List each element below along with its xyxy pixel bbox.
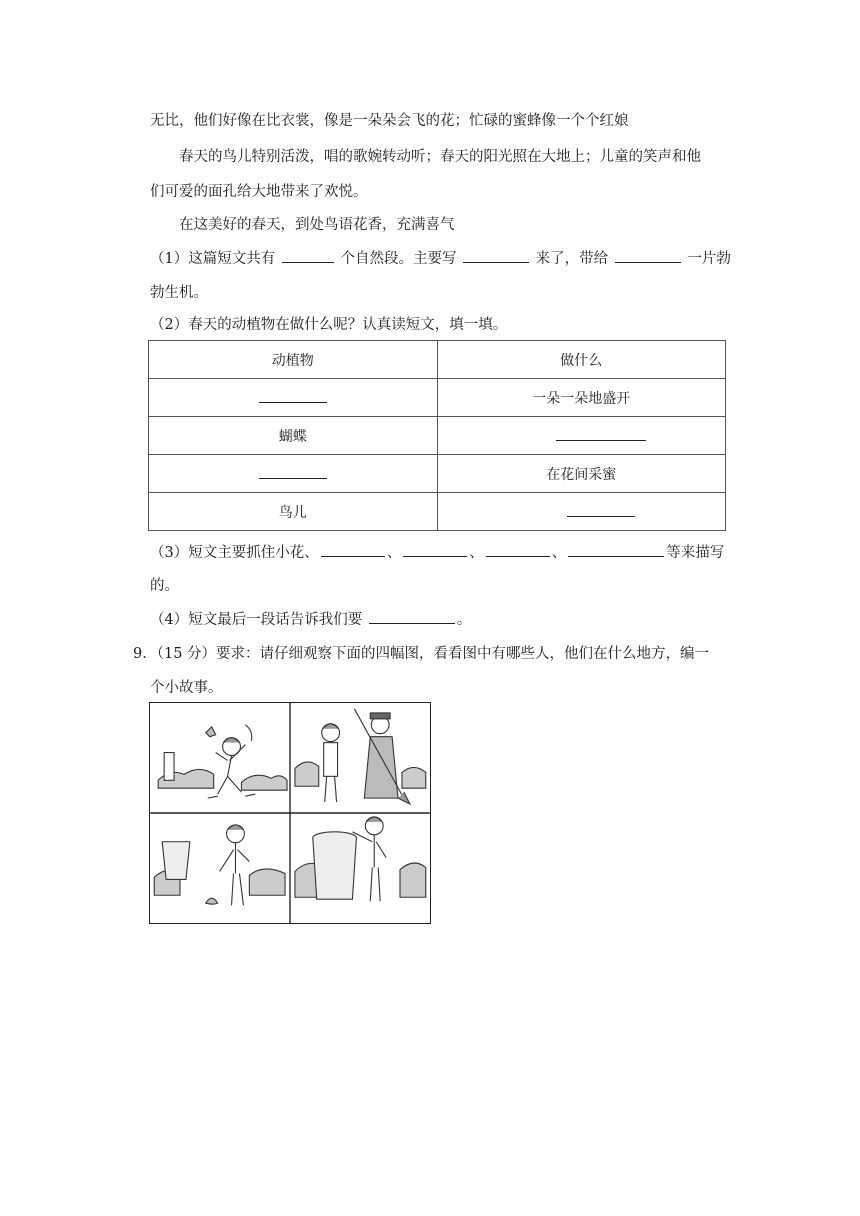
q4-text-end: 。 [456,612,472,628]
table-cell-text: 一朵一朵地盛开 [437,379,726,417]
question-4 [150,609,471,630]
table-cell-blank[interactable] [437,417,726,455]
table-cell-blank[interactable] [149,379,438,417]
q3-blank-3[interactable] [486,542,550,557]
question-3 [150,542,724,563]
q3-text-end: 等来描写 [666,545,725,561]
q1-text-c: 来了，带给 [535,251,609,267]
header-cell-action: 做什么 [437,341,726,379]
q3-separator: 、 [386,545,402,561]
table-row [149,379,726,417]
panel-1-boy-throwing-peel [158,725,287,798]
question-9-line-1: 9．（15 分）要求：请仔细观察下面的四幅图，看看图中有哪些人，他们在什么地方，编一 [133,646,710,662]
q1-blank-recipient[interactable] [615,248,681,263]
q3-blank-2[interactable] [403,542,467,557]
header-cell-organism: 动植物 [149,341,438,379]
table-cell-text: 在花间采蜜 [437,455,726,493]
q3-separator: 、 [469,545,484,561]
table-row [149,417,726,455]
q3-line-2: 的。 [150,578,179,594]
table-row [149,455,726,493]
panel-4-boy-using-trash-can [295,817,426,901]
question-1 [150,248,731,269]
passage-line-1: 无比，他们好像在比衣裳，像是一朵朵会飞的花；忙碌的蜜蜂像一个个红娘 [150,113,629,129]
q1-line-2: 勃生机。 [150,285,208,301]
question-2-prompt: （2）春天的动植物在做什么呢？认真读短文，填一填。 [150,317,508,333]
q1-text-d: 一片勃 [687,251,731,267]
q1-text-b: 个自然段。主要写 [340,251,457,267]
table-cell-blank[interactable] [437,493,726,531]
q3-blank-4[interactable] [568,542,664,557]
q1-blank-paragraph-count[interactable] [282,248,334,263]
passage-line-3: 们可爱的面孔给大地带来了欢悦。 [150,184,368,200]
panel-2-boy-and-sweeper [295,709,426,804]
table-cell-blank[interactable] [149,455,438,493]
four-panel-comic [149,702,431,924]
passage-line-2: 春天的鸟儿特别活泼，唱的歌婉转动听；春天的阳光照在大地上；儿童的笑声和他 [179,149,701,165]
answer-table [148,340,726,531]
q4-blank[interactable] [369,609,455,624]
table-cell-text: 蝴蝶 [149,417,438,455]
question-9-line-2: 个小故事。 [150,680,223,696]
q1-text-a: （1）这篇短文共有 [150,251,276,267]
q3-blank-1[interactable] [321,542,385,557]
q1-blank-topic[interactable] [463,248,529,263]
table-header-row [149,341,726,379]
panel-3-boy-picking-up-peel [154,825,285,905]
passage-line-4: 在这美好的春天，到处鸟语花香，充满喜气 [179,217,455,233]
table-row [149,493,726,531]
q4-text-a: （4）短文最后一段话告诉我们要 [150,612,363,628]
q3-separator: 、 [551,545,567,561]
table-cell-text: 鸟儿 [149,493,438,531]
q3-text-a: （3）短文主要抓住小花、 [150,545,319,561]
